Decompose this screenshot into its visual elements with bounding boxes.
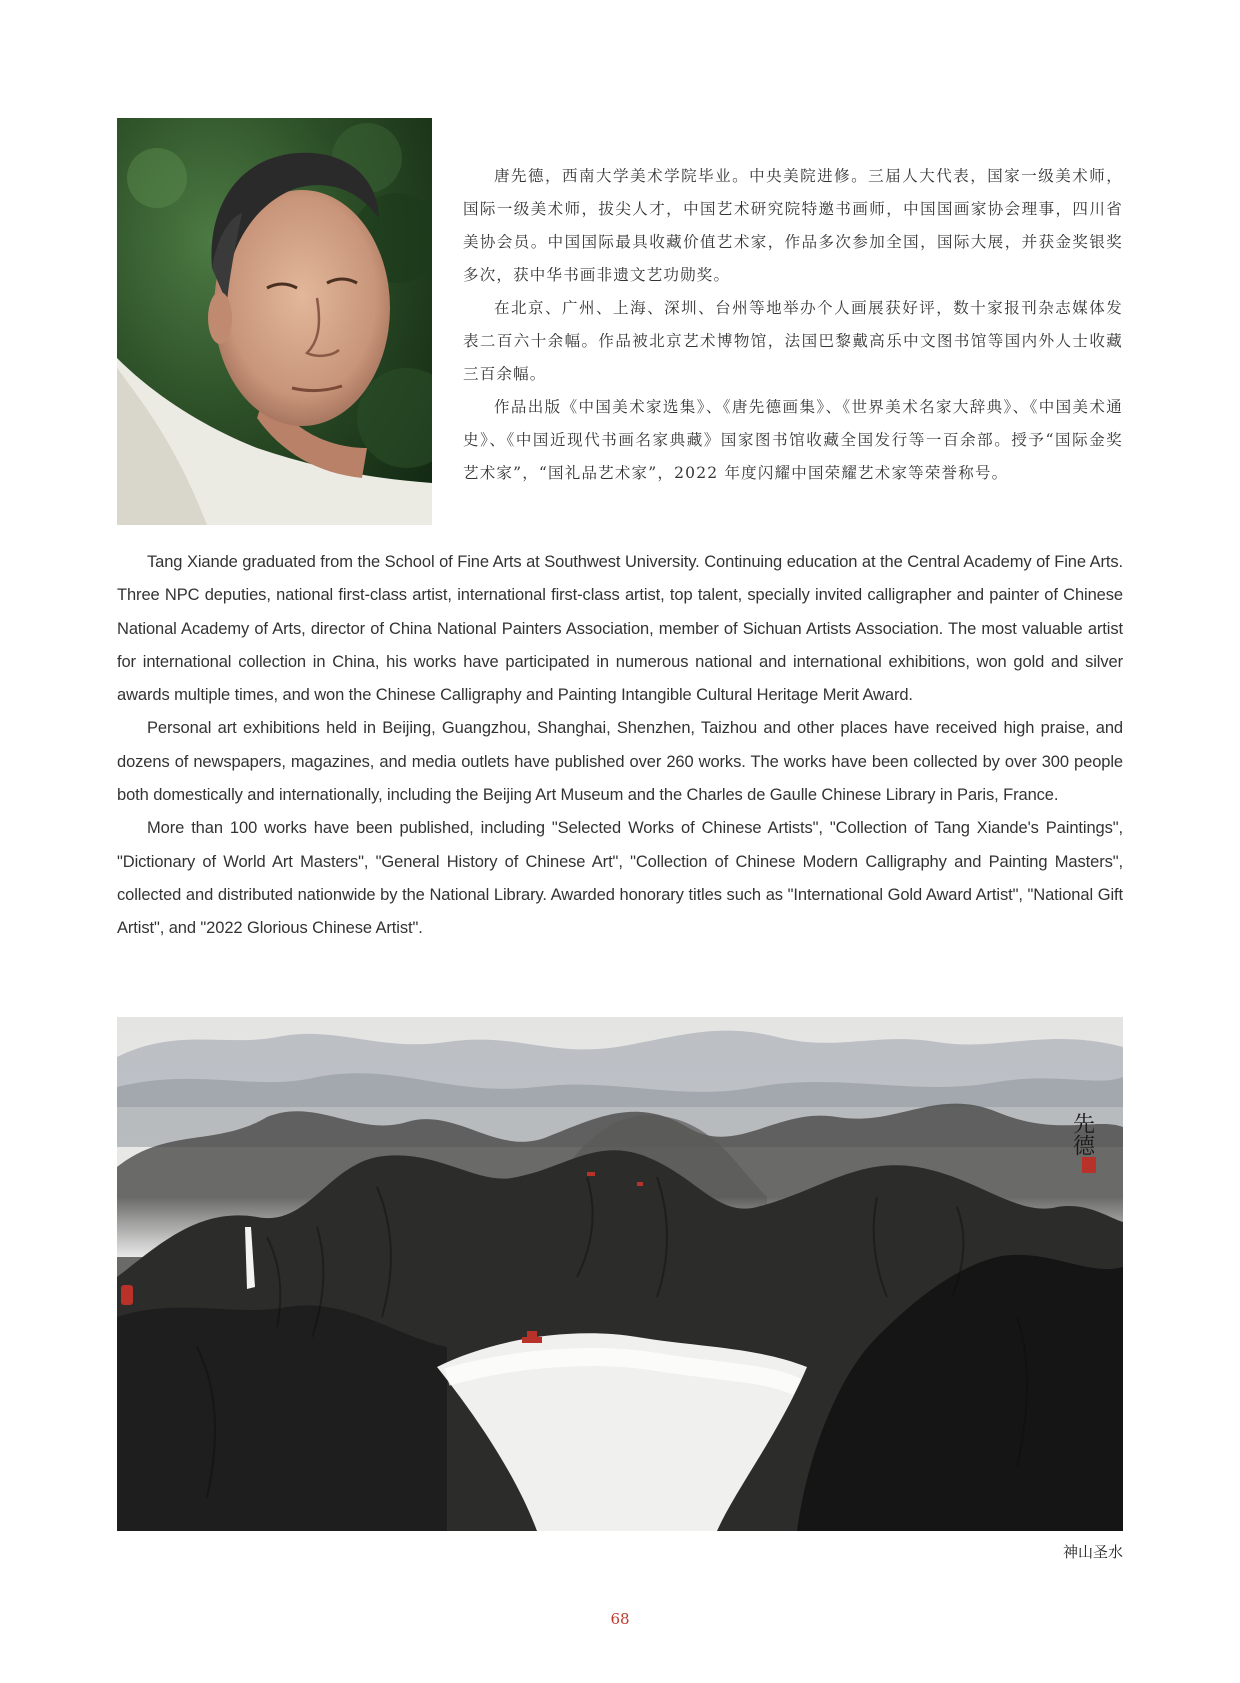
artist-portrait-photo: [117, 118, 432, 525]
english-bio-paragraph-1: Tang Xiande graduated from the School of Fine Arts at Southwest University. Continuing education at the Central Academy of Fine Arts. Three NPC deputies, national first-class artist, international first-class artist, top talent, specially invited calligrapher and painter of Chinese National Academy of Arts, director of China National Painters Association, member of Sichuan Artists Association. The most valuable artist for international collection in China, his works have participated in numerous national and international exhibitions, won gold and silver awards multiple times, and won the Chinese Calligraphy and Painting Intangible Cultural Heritage Merit Award.: [117, 553, 1123, 705]
page-number: 68: [610, 1610, 630, 1628]
english-bio-paragraph-2: Personal art exhibitions held in Beijing, Guangzhou, Shanghai, Shenzhen, Taizhou and other places have received high praise, and dozens of newspapers, magazines, and media outlets have published over 260 works. The works have been collected by over 300 people both domestically and internationally, including the Beijing Art Museum and the Charles de Gaulle Chinese Library in Paris, France.: [117, 719, 1123, 805]
chinese-bio-paragraph-1: 唐先德，西南大学美术学院毕业。中央美院进修。三届人大代表，国家一级美术师，国际一级美术师，拔尖人才，中国艺术研究院特邀书画师，中国国画家协会理事，四川省美协会员。中国国际最具收藏价值艺术家，作品多次参加全国，国际大展，并获金奖银奖多次，获中华书画非遗文艺功勋奖。: [463, 167, 1123, 284]
ink-landscape-illustration: [117, 1017, 1123, 1531]
landscape-painting: [117, 1017, 1123, 1531]
portrait-illustration: [117, 118, 432, 525]
chinese-biography: [463, 160, 1123, 490]
english-biography: [117, 546, 1123, 946]
chinese-bio-paragraph-3: 作品出版《中国美术家选集》、《唐先德画集》、《世界美术名家大辞典》、《中国美术通史》、《中国近现代书画名家典藏》国家图书馆收藏全国发行等一百余部。授予“国际金奖艺术家”，“国礼品艺术家”，2022 年度闪耀中国荣耀艺术家等荣誉称号。: [463, 398, 1123, 482]
chinese-bio-paragraph-2: 在北京、广州、上海、深圳、台州等地举办个人画展获好评，数十家报刊杂志媒体发表二百六十余幅。作品被北京艺术博物馆，法国巴黎戴高乐中文图书馆等国内外人士收藏三百余幅。: [463, 299, 1123, 383]
english-bio-paragraph-3: More than 100 works have been published, including "Selected Works of Chinese Artists", "Collection of Tang Xiande's Paintings", "Dictionary of World Art Masters", "General History of Chinese Art", "Collection of Chinese Modern Calligraphy and Painting Masters", collected and distributed nationwide by the National Library. Awarded honorary titles such as "International Gold Award Artist", "National Gift Artist", and "2022 Glorious Chinese Artist".: [117, 819, 1123, 938]
painting-signature: 先德: [1069, 1112, 1095, 1156]
artist-seal-icon: [1082, 1157, 1096, 1173]
corner-seal-icon: [121, 1285, 133, 1305]
painting-caption: 神山圣水: [1062, 1543, 1123, 1561]
